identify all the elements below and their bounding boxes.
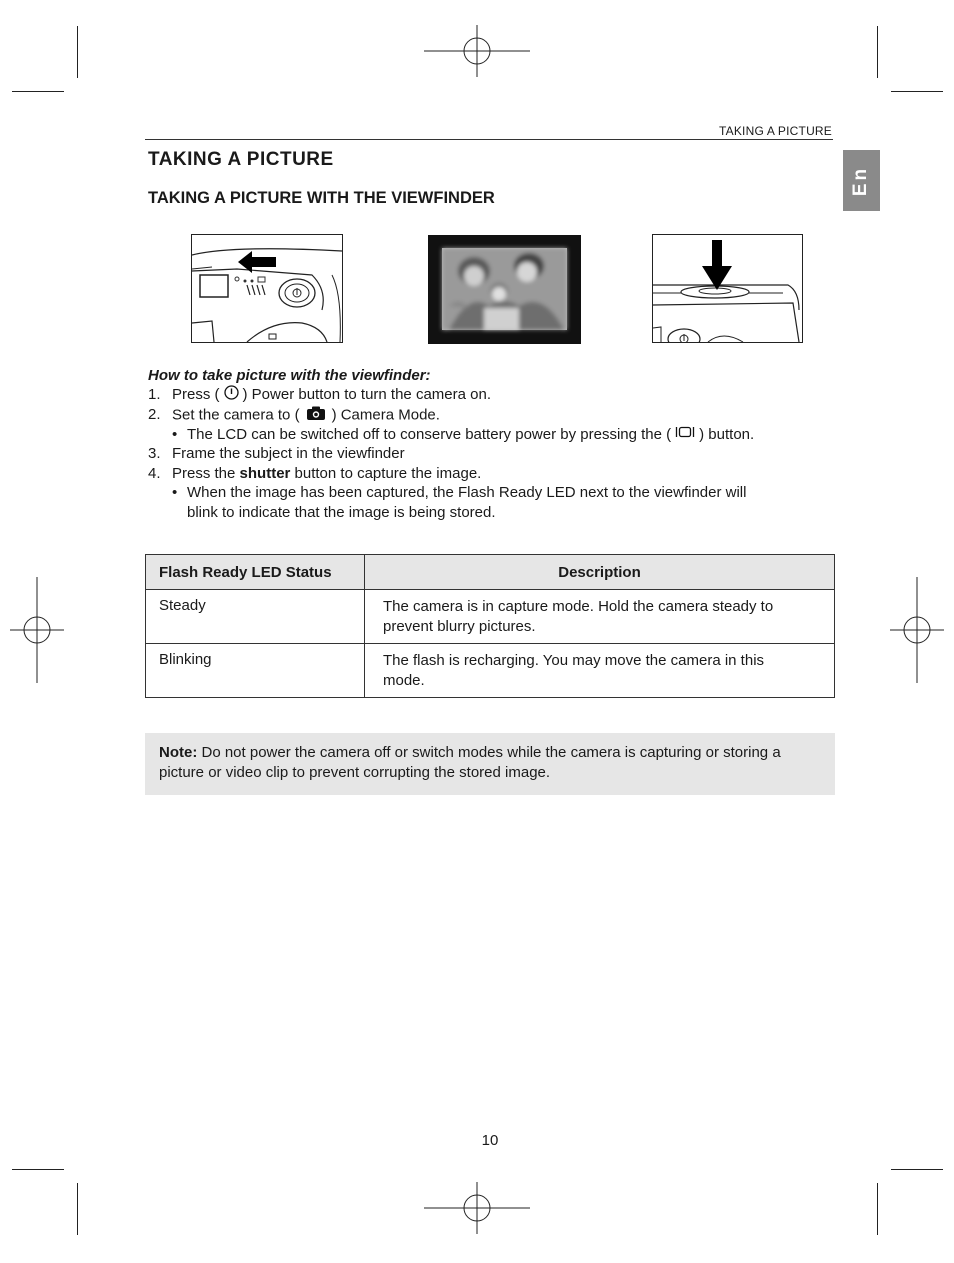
camera-icon (306, 405, 326, 427)
arrow-left-icon (238, 251, 276, 273)
step-1-text-pre: Press ( (172, 386, 220, 404)
bullet-1-text-post: ) button. (699, 426, 755, 443)
language-tab (843, 150, 880, 211)
description-line: prevent blurry pictures. (383, 617, 536, 635)
page-title: TAKING A PICTURE (148, 149, 334, 170)
step-3-number: 3. (148, 445, 161, 462)
description-line: mode. (383, 671, 425, 689)
status-cell: Steady (146, 590, 365, 644)
table-row (146, 644, 835, 698)
bullet-2-line-1: When the image has been captured, the Flash Ready LED next to the viewfinder will (187, 484, 747, 501)
step-2-text-post: ) Camera Mode. (331, 406, 440, 424)
power-icon (224, 385, 239, 406)
header-rule (145, 139, 833, 140)
step-4-text-post: button to capture the image. (290, 465, 482, 482)
section-title: TAKING A PICTURE WITH THE VIEWFINDER (148, 189, 495, 207)
arrow-down-icon (702, 240, 732, 290)
step-1-number: 1. (148, 386, 161, 403)
bullet-symbol: • (172, 484, 178, 501)
column-header-status: Flash Ready LED Status (146, 555, 365, 590)
step-3-text: Frame the subject in the viewfinder (172, 445, 405, 462)
registration-mark-bottom (424, 1182, 530, 1234)
status-cell: Blinking (146, 644, 365, 698)
column-header-description: Description (365, 555, 835, 590)
registration-mark-right (890, 577, 944, 683)
step-4-number: 4. (148, 465, 161, 482)
description-cell (365, 590, 835, 644)
step-4-text-pre: Press the (172, 465, 240, 482)
registration-mark-left (10, 577, 64, 683)
flash-led-status-table (145, 554, 835, 698)
bullet-symbol: • (172, 426, 178, 443)
bullet-1-text-pre: The LCD can be switched off to conserve battery power by pressing the ( (187, 426, 672, 443)
language-tab-label: En (850, 165, 872, 196)
table-header-row (146, 555, 835, 590)
instructions-intro: How to take picture with the viewfinder: (148, 367, 431, 384)
shutter-press-illustration (652, 234, 803, 343)
page-number: 10 (481, 1132, 499, 1149)
step-2-text-pre: Set the camera to ( (172, 406, 300, 424)
description-cell (365, 644, 835, 698)
lcd-display-icon (675, 425, 695, 445)
bullet-flash-ready-cont (187, 503, 496, 523)
note-label: Note: (159, 744, 198, 761)
note-text: Do not power the camera off or switch modes while the camera is capturing or storing a picture or video clip to prevent corrupting the stored image. (159, 744, 781, 781)
description-line: The flash is recharging. You may move the camera in this (383, 652, 765, 669)
table-row (146, 590, 835, 644)
camera-top-power-button-illustration (191, 234, 343, 343)
note-box (145, 733, 835, 795)
running-head: TAKING A PICTURE (719, 124, 832, 138)
step-1-text-post: ) Power button to turn the camera on. (242, 386, 491, 404)
family-photo-viewfinder-illustration (428, 235, 581, 344)
bullet-2-line-2: blink to indicate that the image is being stored. (187, 504, 496, 521)
registration-mark-top (424, 25, 530, 77)
step-2-number: 2. (148, 406, 161, 423)
shutter-term: shutter (239, 465, 291, 482)
description-line: The camera is in capture mode. Hold the camera steady to (383, 598, 774, 615)
